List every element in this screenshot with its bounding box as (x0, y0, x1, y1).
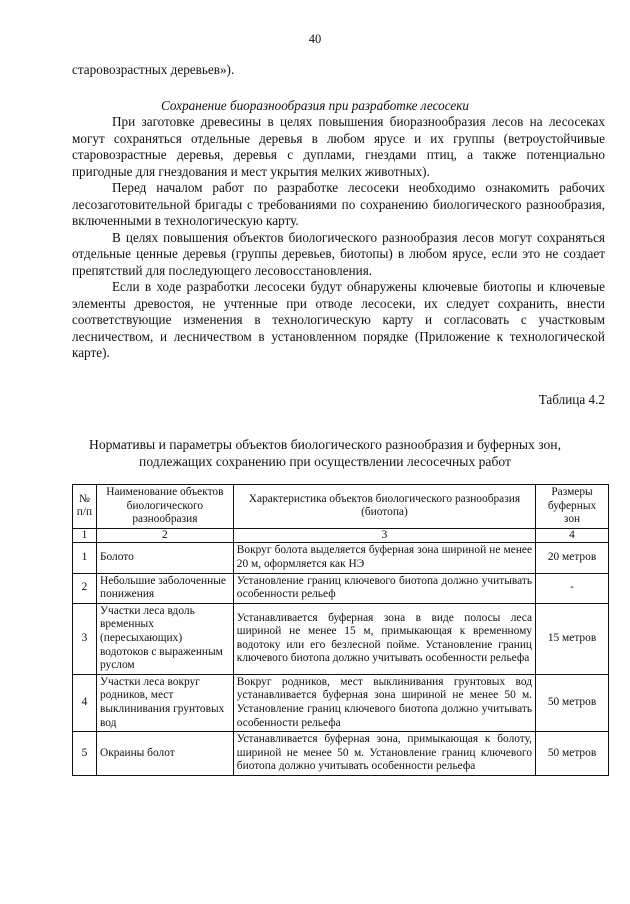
cell-number: 3 (73, 603, 97, 674)
table-row (73, 603, 609, 674)
cell-characteristic: Вокруг болота выделяется буферная зона шириной не менее 20 м, оформляется как НЭ (233, 543, 535, 573)
header-cell-number: № п/п (73, 485, 97, 529)
page-number: 40 (308, 32, 322, 46)
cell-buffer-size: 15 метров (536, 603, 609, 674)
table-title (40, 436, 610, 470)
section-title: Сохранение биоразнообразия при разработке лесосеки (161, 98, 469, 113)
cell-characteristic: Устанавливается буферная зона в виде полосы леса шириной не менее 15 м, примыкающая к временному водотоку или его безлесной пойме. Установление границ ключевого биотопа должно учитывать особенности рельефа (233, 603, 535, 674)
norms-table (72, 484, 609, 776)
table-row (73, 732, 609, 776)
header-cell-buffer-size: Размеры буферных зон (536, 485, 609, 529)
table-label: Таблица 4.2 (538, 392, 605, 407)
index-cell: 2 (96, 528, 233, 543)
paragraph: Если в ходе разработки лесосеки будут обнаружены ключевые биотопы и ключевые элементы древостоя, не учтенные при отводе лесосеки, их следует сохранить, внести соответствующие изменения в технологическую карту и согласовать с участковым лесничеством, и лесничеством в установленном порядке (Приложение к технологической карте). (72, 279, 605, 360)
cell-buffer-size: - (536, 573, 609, 603)
cell-name: Участки леса вокруг родников, мест выклинивания грунтовых вод (96, 674, 233, 731)
index-cell: 3 (233, 528, 535, 543)
cell-number: 5 (73, 732, 97, 776)
index-cell: 4 (536, 528, 609, 543)
table-row (73, 573, 609, 603)
table-title-line: подлежащих сохранению при осуществлении лесосечных работ (139, 454, 511, 469)
table-header-row (73, 485, 609, 529)
table-title-line: Нормативы и параметры объектов биологического разнообразия и буферных зон, (89, 437, 561, 452)
index-cell: 1 (73, 528, 97, 543)
cell-number: 2 (73, 573, 97, 603)
cell-name: Участки леса вдоль временных (пересыхающих) водотоков с выраженным руслом (96, 603, 233, 674)
cell-buffer-size: 50 метров (536, 732, 609, 776)
paragraph: Перед началом работ по разработке лесосеки необходимо ознакомить рабочих лесозаготовительной бригады с требованиями по сохранению биологического разнообразия, включенными в технологическую карту. (72, 180, 605, 228)
cell-characteristic: Вокруг родников, мест выклинивания грунтовых вод устанавливается буферная зона шириной не менее 50 м. Установление границ ключевого биотопа должно учитывать особенности рельефа (233, 674, 535, 731)
body-paragraphs (72, 114, 605, 362)
cell-number: 1 (73, 543, 97, 573)
header-cell-characteristic: Характеристика объектов биологического разнообразия (биотопа) (233, 485, 535, 529)
table-index-row (73, 528, 609, 543)
cell-name: Окраины болот (96, 732, 233, 776)
cell-characteristic: Установление границ ключевого биотопа должно учитывать особенности рельеф (233, 573, 535, 603)
paragraph: В целях повышения объектов биологического разнообразия лесов могут сохраняться отдельные ценные деревья (группы деревьев, биотопы) в любом ярусе, если это не создает препятствий для последующего лесовосстановления. (72, 229, 605, 278)
cell-characteristic: Устанавливается буферная зона, примыкающая к болоту, шириной не менее 50 м. Установление границ ключевого биотопа должно учитывать особенности рельефа (233, 732, 535, 776)
cell-buffer-size: 50 метров (536, 674, 609, 731)
header-cell-name: Наименование объектов биологического разнообразия (96, 485, 233, 529)
paragraph: При заготовке древесины в целях повышения биоразнообразия лесов на лесосеках могут сохраняться отдельные деревья в любом ярусе и их группы (ветроустойчивые старовозрастные деревья, деревья с дуплами, гнездами птиц, а также потенциально пригодные для гнездования и мест укрытия мелких животных). (72, 114, 605, 179)
cell-buffer-size: 20 метров (536, 543, 609, 573)
cell-number: 4 (73, 674, 97, 731)
continuation-text: старовозрастных деревьев»). (72, 62, 235, 77)
table-row (73, 543, 609, 573)
table-row (73, 674, 609, 731)
cell-name: Небольшие заболоченные понижения (96, 573, 233, 603)
cell-name: Болото (96, 543, 233, 573)
